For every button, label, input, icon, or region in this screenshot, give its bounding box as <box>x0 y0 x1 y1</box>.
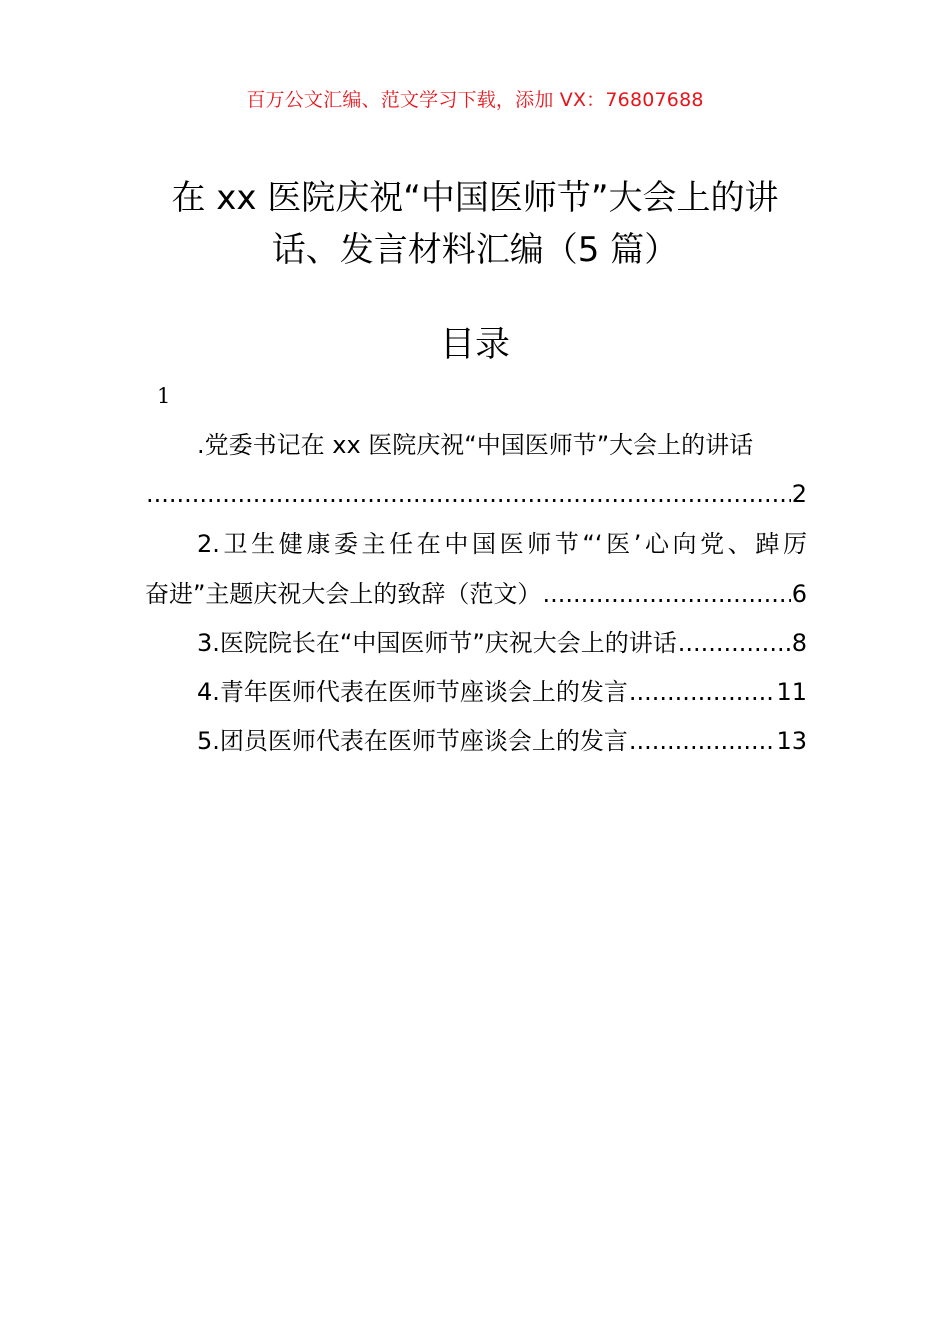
toc-entry-text: .党委书记在 xx 医院庆祝“中国医师节”大会上的讲话 <box>197 431 754 459</box>
toc-entry-text: 5.团员医师代表在医师节座谈会上的发言 <box>197 727 628 755</box>
toc-page-number: 8 <box>791 629 807 657</box>
toc-entry-text: 2.卫生健康委主任在中国医师节“‘医’心向党、踔厉 <box>197 530 807 558</box>
toc-page-number: 2 <box>791 480 807 508</box>
toc-dot-leader <box>629 672 776 712</box>
toc-entry-5-line[interactable] <box>145 721 807 761</box>
toc-entry-1-leader-line[interactable] <box>145 474 807 514</box>
document-title <box>120 172 830 276</box>
toc-entry-4[interactable] <box>145 672 807 712</box>
toc-entry-text-continued: 奋进”主题庆祝大会上的致辞（范文） <box>145 580 542 608</box>
toc-page-number: 13 <box>776 727 807 755</box>
toc-entry-4-line[interactable] <box>145 672 807 712</box>
toc-dot-leader <box>542 574 790 614</box>
document-title-line-1: 在 xx 医院庆祝“中国医师节”大会上的讲 <box>171 178 779 218</box>
toc-dot-leader <box>146 474 791 514</box>
toc-page-number: 6 <box>791 580 807 608</box>
toc-dot-leader <box>629 721 776 761</box>
toc-entry-2[interactable] <box>145 524 807 614</box>
toc-dot-leader <box>678 623 791 663</box>
toc-entry-text: 3.医院院长在“中国医师节”庆祝大会上的讲话 <box>197 629 677 657</box>
toc-heading: 目录 <box>439 325 510 365</box>
toc-entry-3[interactable] <box>145 623 807 663</box>
table-of-contents <box>145 425 807 761</box>
stray-number: 1 <box>157 384 171 408</box>
toc-page-number: 11 <box>776 678 807 706</box>
toc-entry-3-line[interactable] <box>145 623 807 663</box>
toc-entry-text: 4.青年医师代表在医师节座谈会上的发言 <box>197 678 628 706</box>
toc-entry-2-title[interactable] <box>145 524 807 564</box>
toc-entry-1[interactable] <box>145 425 807 514</box>
header-banner: 百万公文汇编、范文学习下载，添加 VX：76807688 <box>246 89 704 111</box>
toc-entry-1-title[interactable] <box>145 425 807 465</box>
toc-entry-5[interactable] <box>145 721 807 761</box>
toc-entry-2-leader-line[interactable] <box>145 574 807 614</box>
document-title-line-2: 话、发言材料汇编（5 篇） <box>271 230 679 270</box>
